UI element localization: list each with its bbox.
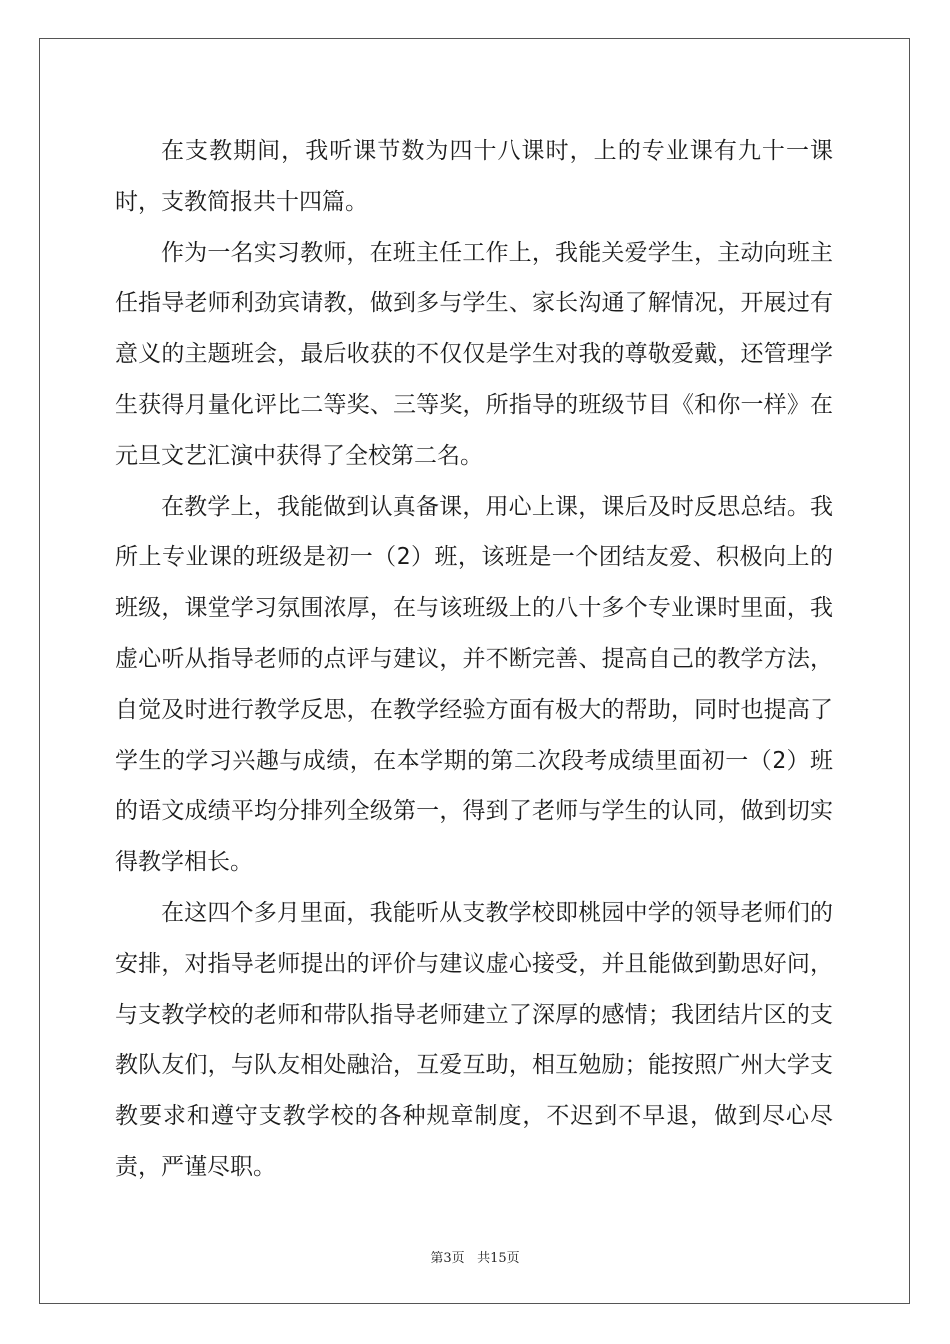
paragraph: 作为一名实习教师，在班主任工作上，我能关爱学生，主动向班主任指导老师利劲宾请教，做到多与学生、家长沟通了解情况，开展过有意义的主题班会，最后收获的不仅仅是学生对我的尊敬爱戴，还管理学生获得月量化评比二等奖、三等奖，所指导的班级节目《和你一样》在元旦文艺汇演中获得了全校第二名。 bbox=[115, 239, 833, 469]
total-page-count: 共15页 bbox=[477, 1251, 520, 1266]
paragraph: 在这四个多月里面，我能听从支教学校即桃园中学的领导老师们的安排，对指导老师提出的评价与建议虚心接受，并且能做到勤思好问，与支教学校的老师和带队指导老师建立了深厚的感情；我团结片区的支教队友们，与队友相处融洽，互爱互助，相互勉励；能按照广州大学支教要求和遵守支教学校的各种规章制度，不迟到不早退，做到尽心尽责，严谨尽职。 bbox=[115, 899, 833, 1180]
paragraph: 在支教期间，我听课节数为四十八课时，上的专业课有九十一课时，支教简报共十四篇。 bbox=[115, 138, 833, 215]
current-page-number: 第3页 bbox=[430, 1251, 465, 1266]
document-body bbox=[115, 126, 833, 1193]
paragraph: 在教学上，我能做到认真备课，用心上课，课后及时反思总结。我所上专业课的班级是初一（2）班，该班是一个团结友爱、积极向上的班级，课堂学习氛围浓厚，在与该班级上的八十多个专业课时里面，我虚心听从指导老师的点评与建议，并不断完善、提高自己的教学方法，自觉及时进行教学反思，在教学经验方面有极大的帮助，同时也提高了学生的学习兴趣与成绩，在本学期的第二次段考成绩里面初一（2）班的语文成绩平均分排列全级第一，得到了老师与学生的认同，做到切实得教学相长。 bbox=[115, 493, 833, 876]
page-footer bbox=[0, 1247, 950, 1266]
